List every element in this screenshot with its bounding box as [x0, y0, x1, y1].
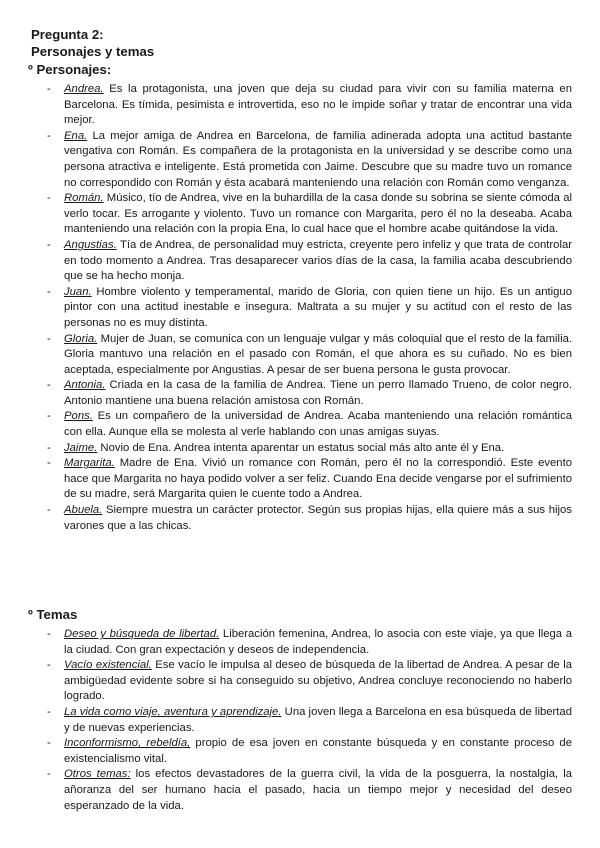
character-description: Hombre violento y temperamental, marido de Gloria, con quien tiene un hijo. Es un antiguo pintor con una actitud inestable e insegura. Maltrata a su mujer y su actitud con el resto de las personas no es muy distinta. — [64, 285, 572, 329]
character-description: Tía de Andrea, de personalidad muy estricta, creyente pero infeliz y que trata de controlar en todo momento a Andrea. Tras desaparecer varios días de la casa, la familia acaba descubriendo que se ha hecho monja. — [64, 238, 572, 283]
list-item — [0, 658, 600, 705]
character-name: Román. — [64, 192, 104, 205]
list-item — [0, 627, 600, 658]
personajes-heading: º Personajes: — [28, 62, 112, 77]
temas-heading: º Temas — [28, 607, 78, 622]
bullet-dash: - — [47, 457, 51, 470]
character-name: Ena. — [64, 129, 88, 142]
theme-name: La vida como viaje, aventura y aprendizaje. — [64, 705, 282, 718]
question-title: Pregunta 2: — [31, 27, 104, 42]
theme-description: Una joven llega a Barcelona en esa búsqueda de libertad y de nuevas experiencias. — [64, 705, 572, 734]
character-name: Jaime. — [64, 441, 98, 454]
list-item — [0, 82, 600, 129]
list-item — [0, 705, 600, 736]
list-item — [0, 409, 600, 440]
character-name: Andrea. — [64, 83, 104, 95]
character-name: Pons. — [64, 410, 93, 423]
character-name: Angustias. — [64, 238, 117, 251]
bullet-dash: - — [47, 441, 51, 454]
bullet-dash: - — [47, 737, 51, 750]
list-item — [0, 441, 600, 457]
character-name: Juan. — [64, 285, 92, 298]
bullet-dash: - — [47, 285, 51, 298]
temas-list — [0, 627, 600, 814]
list-item — [0, 503, 600, 534]
bullet-dash: - — [47, 129, 51, 142]
theme-name: Otros temas: — [64, 768, 131, 781]
character-name: Gloria. — [64, 332, 98, 345]
theme-description: Liberación femenina, Andrea, lo asocia con este viaje, ya que llega a la ciudad. Con gran expectación y deseos de independencia. — [64, 628, 572, 656]
bullet-dash: - — [47, 628, 51, 640]
theme-description: Ese vacío le impulsa al deseo de búsqueda de la libertad de Andrea. A pesar de la ambigüedad evidente sobre si ha conseguido su objetivo, Andrea concluye reconociendo no haberlo logrado. — [64, 659, 572, 703]
bullet-dash: - — [47, 659, 51, 672]
bullet-dash: - — [47, 410, 51, 423]
character-name: Antonia. — [64, 379, 106, 392]
theme-name: Inconformismo, rebeldía, — [64, 737, 191, 750]
bullet-dash: - — [47, 83, 51, 95]
list-item — [0, 456, 600, 503]
list-item — [0, 191, 600, 238]
bullet-dash: - — [47, 504, 51, 517]
theme-description: propio de esa joven en constante búsqueda y en constante proceso de existencialismo vital. — [64, 737, 572, 765]
character-description: La mejor amiga de Andrea en Barcelona, de familia adinerada adopta una actitud bastante vengativa con Román. Es compañera de la protagonista en la universidad y se describe como una persona atractiva e inteligente. Está prometida con Jaime. Descubre que su madre tuvo un romance no correspondido con Román y ésta acabará manteniendo una relación con Román como venganza. — [64, 129, 572, 189]
character-description: Criada en la casa de la familia de Andrea. Tiene un perro llamado Trueno, de color negro. Antonio mantiene una buena relación amistosa con Román. — [64, 379, 572, 407]
theme-description: los efectos devastadores de la guerra civil, la vida de la posguerra, la nostalgia, la añoranza del ser humano hacia el pasado, hacia un tiempo mejor y necesidad del deseo esperanzado de la vida. — [64, 768, 572, 812]
bullet-dash: - — [47, 332, 51, 345]
list-item — [0, 736, 600, 767]
list-item — [0, 129, 600, 191]
theme-name: Deseo y búsqueda de libertad. — [64, 628, 220, 640]
list-item — [0, 332, 600, 379]
list-item — [0, 378, 600, 409]
character-description: Músico, tío de Andrea, vive en la buhardilla de la casa donde su sobrina se siente cómoda al verlo tocar. Es arrogante y violento. Tuvo un romance con Margarita, pero él no la deseaba. Acaba manteniendo una relación con la propia Ena, lo cual hace que el hombre acabe quitándose la vida. — [64, 192, 572, 236]
character-name: Abuela. — [64, 504, 103, 517]
list-item — [0, 238, 600, 285]
character-description: Mujer de Juan, se comunica con un lenguaje vulgar y más coloquial que el resto de la familia. Gloria mantuvo una relación en el pasado con Román, el que ahora es su cuñado. No es bien aceptada, especialmente por Angustias. A pesar de ser buena persona le gusta provocar. — [64, 332, 572, 376]
list-item — [0, 767, 600, 814]
list-item — [0, 285, 600, 332]
character-description: Siempre muestra un carácter protector. Según sus propias hijas, ella quiere más a sus hijos varones que a las chicas. — [64, 504, 572, 532]
character-description: Madre de Ena. Vivió un romance con Román, pero él no la correspondió. Este evento hace que Margarita no haya podido volver a ser feliz. Cuando Ena decide vengarse por el sufrimiento de su madre, será Margarita quien le cuente todo a Andrea. — [64, 457, 572, 501]
character-description: Es un compañero de la universidad de Andrea. Acaba manteniendo una relación romántica con ella. Aunque ella se molesta al verle hablando con unas amigas suyas. — [64, 410, 572, 439]
theme-name: Vacío existencial. — [64, 659, 152, 672]
character-description: Es la protagonista, una joven que deja su ciudad para vivir con su familia materna en Barcelona. Es tímida, pesimista e introvertida, eso no le impide soñar y tratar de encontrar una vida mejor. — [64, 83, 572, 127]
personajes-list — [0, 82, 600, 534]
bullet-dash: - — [47, 705, 51, 718]
section-heading: Personajes y temas — [31, 44, 155, 59]
character-name: Margarita. — [64, 457, 115, 470]
bullet-dash: - — [47, 192, 51, 205]
bullet-dash: - — [47, 768, 51, 781]
bullet-dash: - — [47, 379, 51, 392]
bullet-dash: - — [47, 238, 51, 251]
character-description: Novio de Ena. Andrea intenta aparentar un estatus social más alto ante él y Ena. — [97, 441, 505, 454]
